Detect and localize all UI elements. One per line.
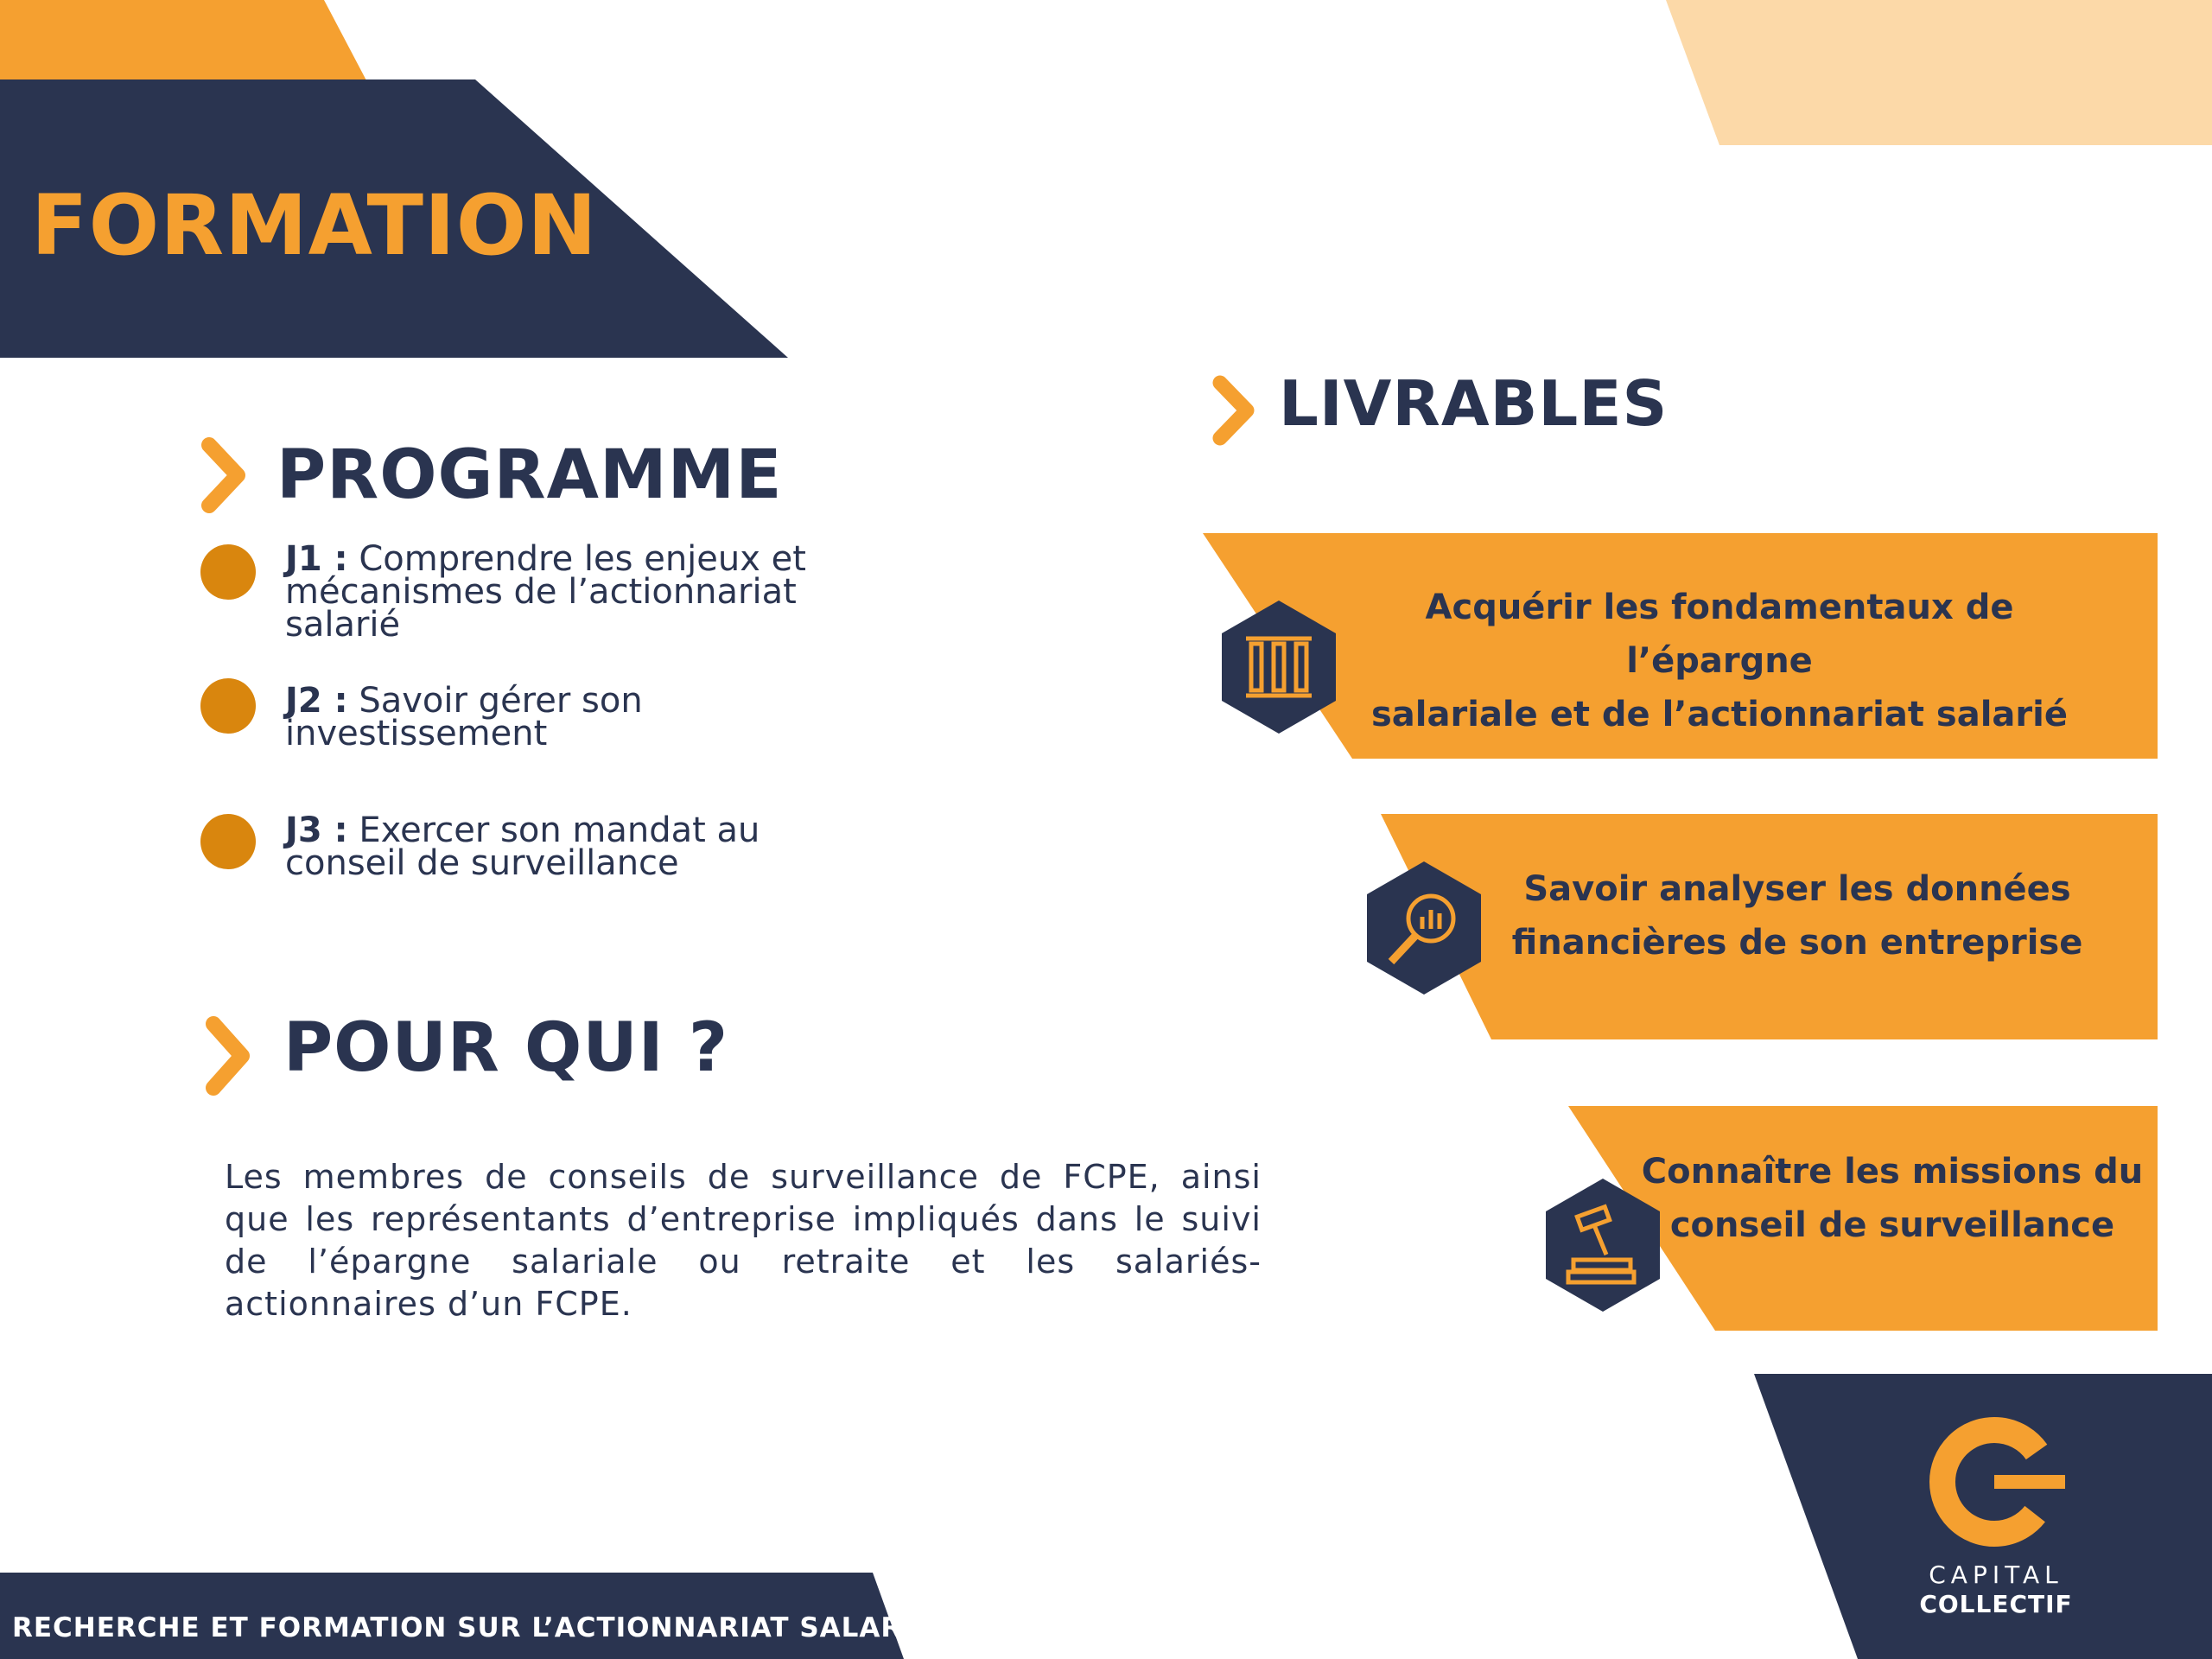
logo-line-2: COLLECTIF: [1919, 1590, 2073, 1618]
livrables-title: LIVRABLES: [1279, 367, 1669, 440]
livrable-line: salariale et de l’actionnariat salarié: [1371, 695, 2068, 734]
livrable-line: Connaître les missions du: [1641, 1152, 2144, 1192]
logo-line-1: CAPITAL: [1929, 1560, 2063, 1589]
item-text: conseil de surveillance: [285, 843, 679, 883]
bullet-dot: [200, 544, 256, 600]
programme-item-j1: [285, 539, 890, 645]
programme-item-j3: [285, 810, 890, 883]
item-text: Savoir gérer son: [359, 681, 643, 721]
programme-item-j2: [285, 681, 890, 753]
livrable-3-text: [1624, 1145, 2160, 1252]
item-text: Comprendre les enjeux et: [359, 539, 806, 579]
programme-title: PROGRAMME: [276, 436, 783, 514]
chevron-right-icon: [203, 1015, 255, 1097]
item-text: salarié: [285, 605, 401, 645]
magnifier-chart-icon: [1363, 860, 1484, 996]
day-label: J2 :: [285, 681, 348, 721]
livrable-1-text: [1331, 581, 2108, 741]
item-text: Exercer son mandat au: [359, 810, 760, 850]
item-text: mécanismes de l’actionnariat: [285, 572, 797, 612]
bullet-dot: [200, 814, 256, 869]
chevron-right-icon: [1210, 374, 1262, 448]
livrable-line: conseil de surveillance: [1669, 1205, 2115, 1245]
columns-icon: [1218, 599, 1339, 735]
livrable-line: Savoir analyser les données: [1523, 869, 2071, 909]
page-title: FORMATION: [31, 177, 598, 274]
livrable-2-text: [1486, 862, 2108, 969]
capital-collectif-logo: [1920, 1413, 2072, 1551]
day-label: J3 :: [285, 810, 348, 850]
pour-qui-title: POUR QUI ?: [283, 1009, 729, 1087]
livrable-line: financières de son entreprise: [1511, 923, 2083, 963]
item-text: investissement: [285, 714, 548, 753]
pour-qui-description: Les membres de conseils de surveillance de FCPE, ainsi que les représentants d’entreprise impliqués dans le suivi de l’épargne salariale ou retraite et les salariés-actionnaires d’un FCPE.: [225, 1158, 1262, 1323]
day-label: J1 :: [285, 539, 348, 579]
top-right-peach-band: [1666, 0, 2212, 145]
bullet-dot: [200, 678, 256, 734]
top-left-orange-band: [0, 0, 367, 82]
livrable-line: Acquérir les fondamentaux de l’épargne: [1425, 588, 2014, 681]
chevron-right-icon: [199, 436, 251, 514]
footer-tagline: RECHERCHE ET FORMATION SUR L’ACTIONNARIAT SALARIÉ: [12, 1612, 932, 1643]
